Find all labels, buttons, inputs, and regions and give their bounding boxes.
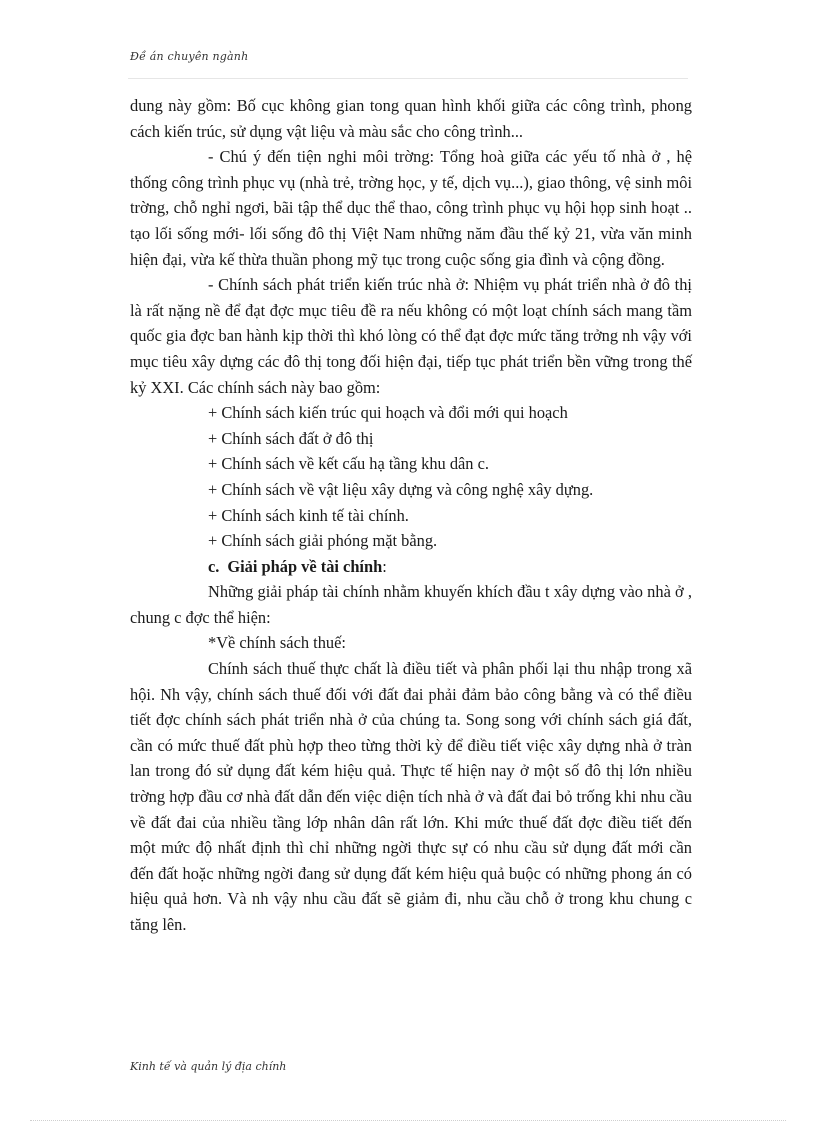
- section-label: c.: [208, 556, 220, 576]
- section-colon: :: [382, 556, 387, 576]
- tax-policy-heading: *Về chính sách thuế:: [208, 633, 346, 653]
- list-item: + Chính sách giải phóng mặt bằng.: [208, 531, 438, 551]
- running-footer: Kinh tế và quản lý địa chính: [130, 1060, 287, 1073]
- list-item: + Chính sách về vật liệu xây dựng và công nghệ xây dựng.: [208, 479, 594, 499]
- policy-list: [130, 400, 692, 554]
- paragraph-finance-intro: Những giải pháp tài chính nhằm khuyến khích đầu t xây dựng vào nhà ở , chung c đợc thể hiện:: [130, 582, 692, 627]
- list-item: + Chính sách đất ở đô thị: [208, 428, 374, 448]
- paragraph-housing-policy: - Chính sách phát triển kiến trúc nhà ở: Nhiệm vụ phát triển nhà ở đô thị là rất nặng nề để đạt đợc mục tiêu đề ra nếu không có một loạt chính sách mang tầm quốc gia đợc ban hành kịp thời thì khó lòng có thể đạt đợc mức tăng trởng nh vậy với mục tiêu xây dựng các đô thị tong đối hiện đại, tiếp tục phát triển bền vững trong thế kỷ XXI. Các chính sách này bao gồm:: [130, 275, 692, 397]
- list-item: + Chính sách về kết cấu hạ tầng khu dân c.: [208, 454, 489, 474]
- paragraph-tax-policy: Chính sách thuế thực chất là điều tiết và phân phối lại thu nhập trong xã hội. Nh vậy, chính sách thuế đối với đất đai phải đảm bảo công bằng và có thể điều tiết đợc chính sách phát triển nhà ở của chúng ta. Song song với chính sách giá đất, cần có mức thuế đất phù hợp theo từng thời kỳ để điều tiết việc xây dựng nhà ở tràn lan trong đó sử dụng đất kém hiệu quả. Thực tế hiện nay ở một số đô thị lớn nhiều trờng hợp đầu cơ nhà đất dẫn đến việc diện tích nhà ở và đất đai bỏ trống khi nhu cầu về đất đai của nhiều tầng lớp nhân dân rất lớn. Khi mức thuế đất đợc điều tiết đến một mức độ nhất định thì chỉ những ngời thực sự có nhu cầu sử dụng đất mới cần đến đất hoặc những ngời đang sử dụng đất kém hiệu quả buộc có những phong án có hiệu quả hơn. Và nh vậy nhu cầu đất sẽ giảm đi, nhu cầu chỗ ở trong khu chung c tăng lên.: [130, 659, 692, 934]
- section-heading-finance: [130, 554, 692, 580]
- paragraph-environment: - Chú ý đến tiện nghi môi trờng: Tổng hoà giữa các yếu tố nhà ở , hệ thống công trình phục vụ (nhà trẻ, trờng học, y tế, dịch vụ...), giao thông, vệ sinh môi trờng, chỗ nghỉ ngơi, bãi tập thể dục thể thao, công trình phục vụ hội họp sinh hoạt .. tạo lối sống mới- lối sống đô thị Việt Nam những năm đầu thế kỷ 21, vừa văn minh hiện đại, vừa kế thừa thuần phong mỹ tục trong cuộc sống gia đình và cộng đồng.: [130, 147, 692, 269]
- list-item: + Chính sách kinh tế tài chính.: [208, 505, 409, 525]
- section-title: Giải pháp về tài chính: [227, 556, 383, 576]
- document-body: [130, 93, 692, 938]
- footer-divider: [30, 1120, 786, 1121]
- paragraph-continuation: dung này gồm: Bố cục không gian tong quan hình khối giữa các công trình, phong cách kiến trúc, sử dụng vật liệu và màu sắc cho công trình...: [130, 96, 692, 141]
- list-item: + Chính sách kiến trúc qui hoạch và đổi mới qui hoạch: [208, 403, 568, 423]
- header-divider: [128, 78, 688, 79]
- running-header: Đề án chuyên ngành: [130, 50, 249, 63]
